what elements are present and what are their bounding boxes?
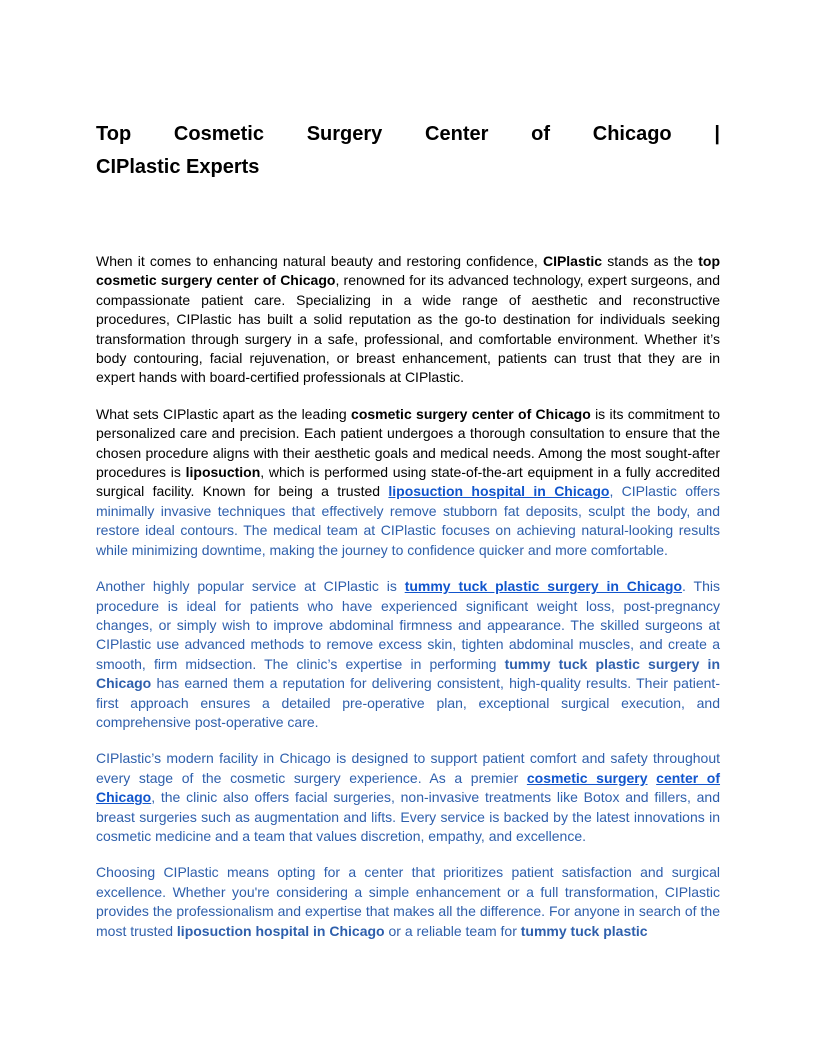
paragraph-facility: [96, 749, 720, 846]
text-run: CIPlastic’s modern facility in Chicago is designed to support patient comfort and safety throughout every stage of the cosmetic surgery experience. As a premier: [96, 750, 720, 786]
text-run: CIPlastic: [542, 253, 603, 269]
inline-link[interactable]: cosmetic surgery: [526, 769, 648, 786]
title-line-2: CIPlastic Experts: [96, 156, 260, 178]
text-run: [648, 770, 657, 786]
text-run: , renowned for its advanced technology, expert surgeons, and compassionate patient care. Specializing in a wide range of aesthetic and reconstructive procedures, CIPlastic has built a solid reputation as the go-to destination for individuals seeking transformation through surgery in a safe, professional, and comfortable environment. Whether it’s body contouring, facial rejuvenation, or breast enhancement, patients can trust that they are in expert hands with board-certified professionals at CIPlastic.: [96, 272, 721, 386]
text-run: tummy tuck plastic surgery in Chicago: [96, 655, 720, 692]
title-line-1: Top Cosmetic Surgery Center of Chicago |: [96, 123, 720, 145]
inline-link[interactable]: center of Chicago: [96, 769, 721, 806]
text-run: What sets CIPlastic apart as the leading: [96, 405, 352, 422]
text-run: or a reliable team for: [384, 922, 521, 939]
text-run: Choosing CIPlastic means opting for a center that prioritizes patient satisfaction and surgical excellence. Whether you're considering a simple enhancement or a full transformation, CIPlastic provides the professionalism and expertise that makes all the difference. For anyone in search of the most trusted: [96, 864, 720, 939]
text-run: top cosmetic surgery center of Chicago: [96, 253, 720, 289]
paragraph-tummy-tuck: [96, 577, 720, 732]
text-run: When it comes to enhancing natural beauty and restoring confidence,: [96, 253, 543, 269]
text-run: has earned them a reputation for delivering consistent, high-quality results. Their patient-first approach ensures a detailed pre-operative plan, exceptional surgical execution, and comprehensive post-operative care.: [96, 675, 720, 730]
text-run: liposuction hospital in Chicago: [176, 922, 385, 939]
text-run: cosmetic surgery center of Chicago: [351, 405, 591, 422]
text-run: , CIPlastic offers minimally invasive techniques that effectively remove stubborn fat deposits, sculpt the body, and restore ideal contours. The medical team at CIPlastic focuses on achieving natural-looking results while minimizing downtime, making the journey to confidence quicker and more comfortable.: [96, 483, 721, 558]
text-run: is its commitment to personalized care and precision. Each patient undergoes a thorough consultation to ensure that the chosen procedure aligns with their aesthetic goals and medical needs. Among the most sought-after procedures is: [96, 405, 720, 481]
inline-link[interactable]: tummy tuck plastic surgery in Chicago: [404, 578, 683, 595]
text-run: stands as the: [602, 253, 699, 269]
inline-link[interactable]: liposuction hospital in Chicago: [388, 483, 610, 500]
text-run: . This procedure is ideal for patients who have experienced significant weight loss, post-pregnancy changes, or simply wish to improve abdominal firmness and appearance. The skilled surgeons at CIPlastic use advanced methods to remove excess skin, tighten abdominal muscles, and create a smooth, firm midsection. The clinic’s expertise in performing: [96, 578, 720, 672]
text-run: , the clinic also offers facial surgeries, non-invasive treatments like Botox and fillers, and breast surgeries such as augmentation and lifts. Every service is backed by the latest innovations in cosmetic medicine and a team that values discretion, empathy, and excellence.: [96, 789, 720, 844]
paragraph-liposuction: [96, 405, 720, 560]
text-run: , which is performed using state-of-the-art equipment in a fully accredited surgical facility. Known for being a trusted: [96, 464, 720, 500]
paragraph-intro: [96, 252, 720, 388]
document-title: [96, 118, 720, 184]
text-run: liposuction: [185, 464, 261, 481]
text-run: tummy tuck plastic: [520, 922, 648, 939]
text-run: Another highly popular service at CIPlastic is: [96, 578, 405, 595]
paragraph-closing: [96, 863, 720, 941]
